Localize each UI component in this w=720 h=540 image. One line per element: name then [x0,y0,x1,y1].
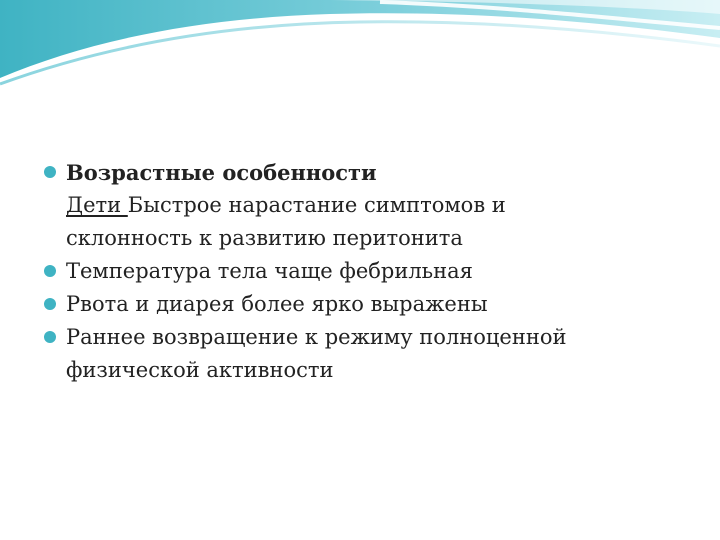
header-wave-decoration [0,0,720,110]
list-item [44,156,664,255]
bullet-line: Рвота и диарея более ярко выражены [66,292,488,316]
bullet-line: склонность к развитию перитонита [66,226,463,250]
bullet-line [66,189,664,222]
bullet-line: Температура тела чаще фебрильная [66,259,473,283]
list-item [44,321,664,387]
list-item [44,255,664,288]
bullet-text: Быстрое нарастание симптомов и [127,193,506,217]
list-item [44,288,664,321]
bullet-dot-icon [44,265,56,277]
bullet-dot-icon [44,331,56,343]
bullet-dot-icon [44,166,56,178]
bullet-line: Раннее возвращение к режиму полноценной [66,325,567,349]
bullet-line: физической активности [66,358,334,382]
wave-band-main [0,0,720,78]
bullet-dot-icon [44,298,56,310]
bullet-heading: Возрастные особенности [66,160,377,185]
bullet-list [44,156,664,387]
underlined-term: Дети [66,193,128,217]
